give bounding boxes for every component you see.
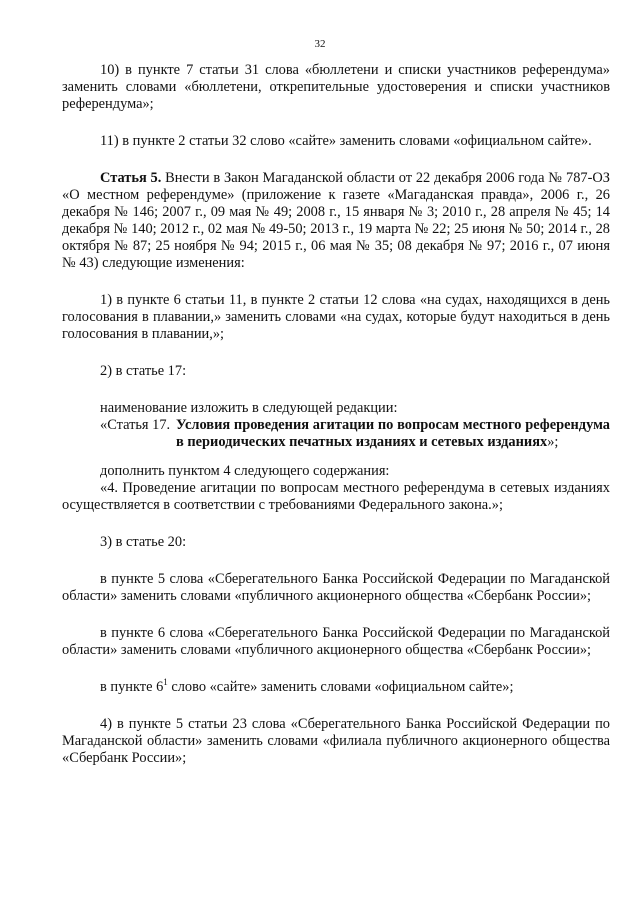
article-heading: Статья 5. — [100, 170, 162, 186]
paragraph-item-2: 2) в статье 17: — [100, 363, 187, 379]
article-body: Внести в Закон Магаданской области от 22 декабря 2006 года № 787-ОЗ «О местном референдуме» (приложение к газете «Магаданская правда», 2006 г., 26 декабря № 146; 2007 г., 09 мая № 49; 2008 г., 15 января № 3; 2010 г., 28 апреля № 45; 14 декабря № 140; 2012 г., 02 мая № 49-50; 2013 г., 19 марта № 22; 25 июня № 50; 2014 г., 28 октября № 87; 25 ноября № 94; 2015 г., 06 мая № 35; 08 декабря № 97; 2016 г., 07 июня № 43) следующие изменения: — [62, 170, 611, 271]
paragraph-item-1: 1) в пункте 6 статьи 11, в пункте 2 статьи 12 слова «на судах, находящихся в день голосования в плавании,» заменить словами «на судах, которые будут находиться в день голосования в плавании,»; — [62, 292, 610, 342]
article-17-title-text: Условия проведения агитации по вопросам местного референдума в периодических печатных изданиях и сетевых изданиях — [176, 417, 610, 450]
article-17-title-tail: »; — [547, 434, 559, 450]
article-17-title-block — [62, 417, 610, 451]
paragraph-point-5: в пункте 5 слова «Сберегательного Банка Российской Федерации по Магаданской области» заменить словами «публичного акционерного общества «Сбербанк России»; — [62, 571, 610, 604]
page-number: 32 — [314, 38, 326, 50]
paragraph-item-4: 4) в пункте 5 статьи 23 слова «Сберегательного Банка Российской Федерации по Магаданской области» заменить словами «филиала публичного акционерного общества «Сбербанк России»; — [62, 716, 610, 766]
paragraph-point-6-1 — [62, 679, 610, 696]
paragraph-article-5 — [62, 170, 610, 272]
paragraph-item-11: 11) в пункте 2 статьи 32 слово «сайте» заменить словами «официальном сайте». — [100, 133, 592, 149]
article-17-label: «Статья 17. — [100, 417, 171, 433]
paragraph-item-3: 3) в статье 20: — [100, 534, 187, 550]
paragraph-new-point-4: «4. Проведение агитации по вопросам местного референдума в сетевых изданиях осуществляется в соответствии с требованиями Федерального закона.»; — [62, 480, 610, 513]
article-17-title — [176, 417, 610, 451]
paragraph-rename-intro: наименование изложить в следующей редакции: — [100, 400, 398, 416]
paragraph-supplement-intro: дополнить пунктом 4 следующего содержания: — [100, 463, 390, 479]
paragraph-item-10: 10) в пункте 7 статьи 31 слова «бюллетени и списки участников референдума» заменить словами «бюллетени, открепительные удостоверения и списки участников референдума»; — [62, 62, 610, 112]
point-6-1-superscript: 1 — [163, 677, 168, 688]
point-6-1-text: слово «сайте» заменить словами «официальном сайте»; — [167, 679, 514, 695]
point-6-1-prefix: в пункте 6 — [100, 679, 164, 695]
paragraph-point-6: в пункте 6 слова «Сберегательного Банка Российской Федерации по Магаданской области» заменить словами «публичного акционерного общества «Сбербанк России»; — [62, 625, 610, 658]
page-body — [62, 62, 610, 767]
